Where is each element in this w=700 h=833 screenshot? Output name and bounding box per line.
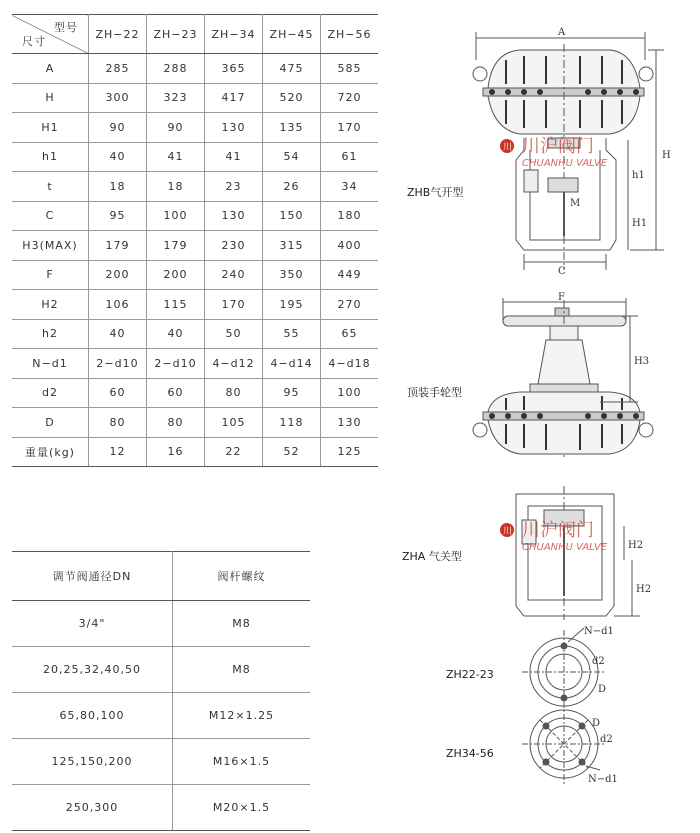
row-label: H3(MAX) <box>12 231 89 261</box>
table-cell: 130 <box>321 408 378 438</box>
header-model: 型号 <box>54 21 78 34</box>
table-cell: 288 <box>147 54 205 84</box>
dn-header: 调节阀通径DN <box>12 552 173 601</box>
dim-H3: H3 <box>634 356 650 367</box>
row-label: 重量(kg) <box>12 437 89 467</box>
table-cell: 125 <box>321 437 378 467</box>
table-cell: 80 <box>89 408 147 438</box>
table-cell: 95 <box>89 201 147 231</box>
table-cell: 230 <box>205 231 263 261</box>
dim-M: M <box>570 198 581 209</box>
dn-cell: 65,80,100 <box>12 693 173 739</box>
table-cell: 4−d18 <box>321 349 378 379</box>
dim-A: A <box>558 27 566 38</box>
row-label: h2 <box>12 319 89 349</box>
header-size: 尺寸 <box>22 35 46 48</box>
table-cell: 60 <box>147 378 205 408</box>
svg-text:川沪阀门: 川沪阀门 <box>522 136 594 157</box>
dim-N-d1: N−d1 <box>584 626 614 637</box>
model-header: ZH−23 <box>147 15 205 54</box>
table-cell: 22 <box>205 437 263 467</box>
zhb-label: ZHB气开型 <box>407 186 464 199</box>
zha-label: ZHA 气关型 <box>402 550 462 563</box>
zh22-label: ZH22-23 <box>446 668 494 681</box>
table-cell: 80 <box>147 408 205 438</box>
table-cell: 179 <box>147 231 205 261</box>
thread-header: 阀杆螺纹 <box>173 552 311 601</box>
table-cell: 200 <box>89 260 147 290</box>
table-cell: 40 <box>89 142 147 172</box>
thread-cell: M16×1.5 <box>173 739 311 785</box>
table-cell: 18 <box>147 172 205 202</box>
table-cell: 323 <box>147 83 205 113</box>
table-cell: 26 <box>263 172 321 202</box>
table-cell: 118 <box>263 408 321 438</box>
table-cell: 65 <box>321 319 378 349</box>
svg-text:CHUANHU VALVE: CHUANHU VALVE <box>522 158 608 169</box>
model-header: ZH−45 <box>263 15 321 54</box>
table-cell: 2−d10 <box>89 349 147 379</box>
row-label: N−d1 <box>12 349 89 379</box>
table-cell: 200 <box>147 260 205 290</box>
zha-actuator-drawing <box>516 486 651 620</box>
table-cell: 475 <box>263 54 321 84</box>
table-cell: 18 <box>89 172 147 202</box>
dn-cell: 20,25,32,40,50 <box>12 647 173 693</box>
table-cell: 180 <box>321 201 378 231</box>
table-cell: 270 <box>321 290 378 320</box>
table-cell: 100 <box>321 378 378 408</box>
table-cell: 130 <box>205 201 263 231</box>
dim-h1: h1 <box>632 170 645 181</box>
model-header: ZH−56 <box>321 15 378 54</box>
row-label: H <box>12 83 89 113</box>
table-cell: 350 <box>263 260 321 290</box>
row-label: F <box>12 260 89 290</box>
svg-text:川: 川 <box>503 143 513 153</box>
table-cell: 417 <box>205 83 263 113</box>
table-cell: 60 <box>89 378 147 408</box>
row-label: h1 <box>12 142 89 172</box>
table-cell: 2−d10 <box>147 349 205 379</box>
table-cell: 52 <box>263 437 321 467</box>
zh34-flange-drawing <box>522 702 618 786</box>
handwheel-actuator-drawing <box>473 292 653 460</box>
table-cell: 16 <box>147 437 205 467</box>
table-cell: 720 <box>321 83 378 113</box>
table-cell: 115 <box>147 290 205 320</box>
dim-d2: d2 <box>600 734 613 745</box>
table-cell: 105 <box>205 408 263 438</box>
table-cell: 240 <box>205 260 263 290</box>
table-cell: 170 <box>321 113 378 143</box>
table-cell: 100 <box>147 201 205 231</box>
table-cell: 449 <box>321 260 378 290</box>
table-cell: 135 <box>263 113 321 143</box>
dn-cell: 3/4" <box>12 601 173 647</box>
table-cell: 95 <box>263 378 321 408</box>
table-cell: 585 <box>321 54 378 84</box>
table-cell: 90 <box>147 113 205 143</box>
handwheel-label: 顶装手轮型 <box>407 386 462 399</box>
svg-text:川沪阀门: 川沪阀门 <box>522 520 594 541</box>
table-cell: 179 <box>89 231 147 261</box>
zh34-label: ZH34-56 <box>446 747 494 760</box>
table-cell: 520 <box>263 83 321 113</box>
dim-d2: d2 <box>592 656 605 667</box>
dim-H2: H2 <box>636 584 652 595</box>
table-cell: 130 <box>205 113 263 143</box>
thread-cell: M12×1.25 <box>173 693 311 739</box>
table-cell: 285 <box>89 54 147 84</box>
table-cell: 195 <box>263 290 321 320</box>
svg-text:CHUANHU VALVE: CHUANHU VALVE <box>522 542 608 553</box>
table-cell: 12 <box>89 437 147 467</box>
dim-F: F <box>558 292 565 303</box>
zh22-flange-drawing <box>522 626 614 714</box>
table-cell: 34 <box>321 172 378 202</box>
thread-cell: M8 <box>173 647 311 693</box>
dim-H: H <box>662 150 671 161</box>
row-label: A <box>12 54 89 84</box>
row-label: D <box>12 408 89 438</box>
table-cell: 300 <box>89 83 147 113</box>
row-label: d2 <box>12 378 89 408</box>
table-cell: 40 <box>89 319 147 349</box>
thread-cell: M20×1.5 <box>173 785 311 831</box>
row-label: C <box>12 201 89 231</box>
row-label: H2 <box>12 290 89 320</box>
table-cell: 150 <box>263 201 321 231</box>
table-cell: 80 <box>205 378 263 408</box>
dim-D: D <box>598 684 607 695</box>
svg-text:川: 川 <box>503 527 513 537</box>
model-header: ZH−22 <box>89 15 147 54</box>
table-cell: 106 <box>89 290 147 320</box>
table-cell: 90 <box>89 113 147 143</box>
dim-N-d1: N−d1 <box>588 774 618 785</box>
table-cell: 50 <box>205 319 263 349</box>
dn-cell: 125,150,200 <box>12 739 173 785</box>
table-cell: 400 <box>321 231 378 261</box>
table-cell: 41 <box>147 142 205 172</box>
table-cell: 23 <box>205 172 263 202</box>
table-cell: 40 <box>147 319 205 349</box>
row-label: H1 <box>12 113 89 143</box>
dim-h2: H2 <box>628 540 644 551</box>
table-cell: 365 <box>205 54 263 84</box>
table-cell: 55 <box>263 319 321 349</box>
table-cell: 4−d14 <box>263 349 321 379</box>
row-label: t <box>12 172 89 202</box>
table-cell: 61 <box>321 142 378 172</box>
dim-C: C <box>558 266 566 277</box>
table-cell: 315 <box>263 231 321 261</box>
model-header: ZH−34 <box>205 15 263 54</box>
table-cell: 170 <box>205 290 263 320</box>
table-cell: 54 <box>263 142 321 172</box>
dim-D: D <box>592 718 601 729</box>
dn-cell: 250,300 <box>12 785 173 831</box>
table-cell: 41 <box>205 142 263 172</box>
dim-H1: H1 <box>632 218 648 229</box>
table-cell: 4−d12 <box>205 349 263 379</box>
thread-cell: M8 <box>173 601 311 647</box>
